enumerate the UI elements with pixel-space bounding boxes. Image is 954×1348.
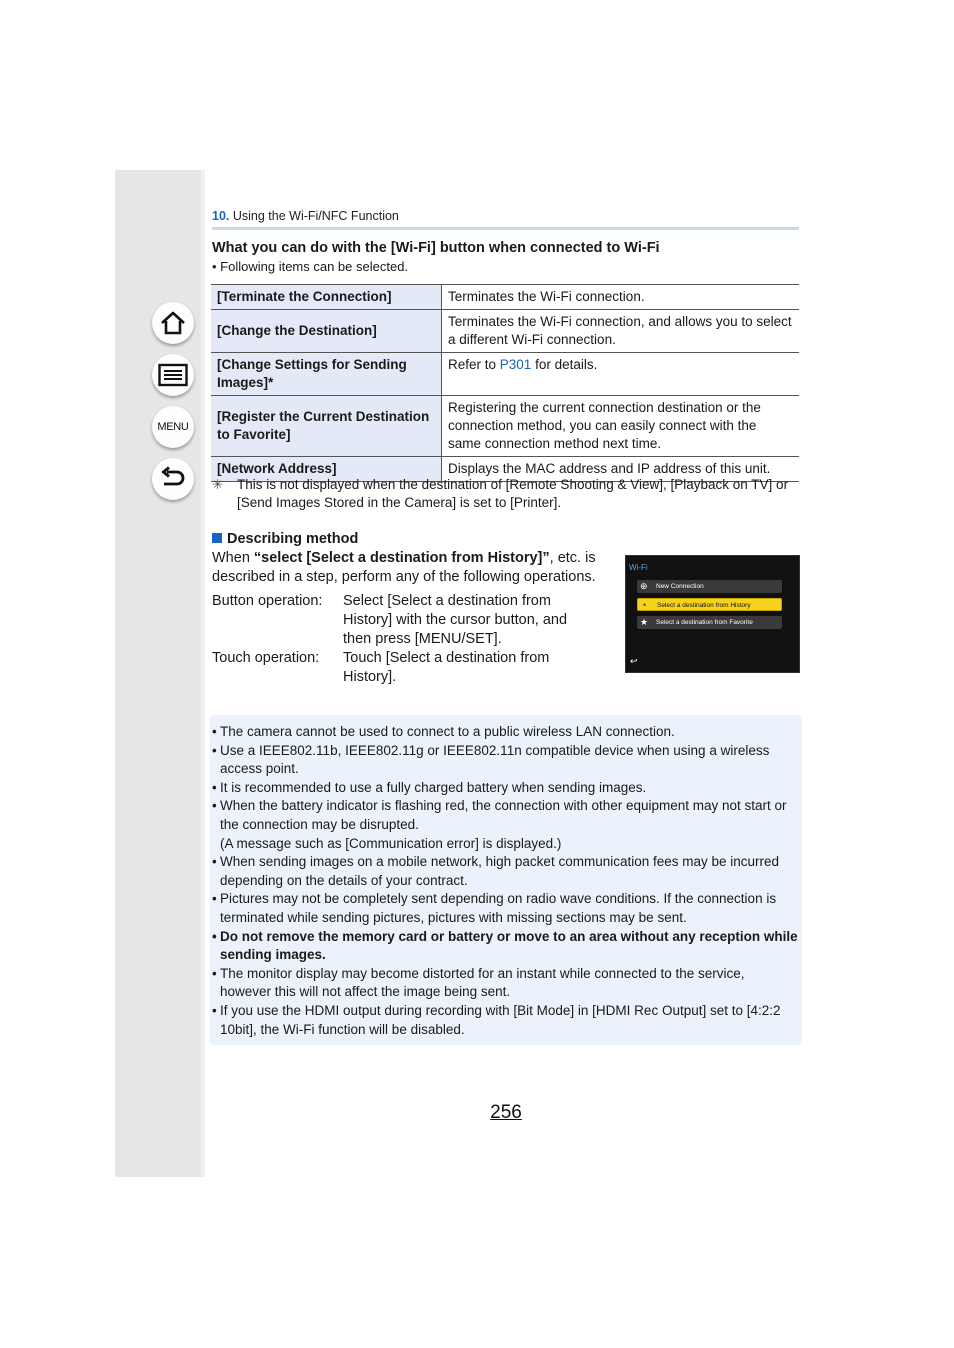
list-item [212,742,798,779]
sidebar-edge [201,170,205,1177]
list-item [212,797,798,853]
menu-icon: MENU [157,421,189,433]
list-item [212,1002,798,1039]
footnote-text: This is not displayed when the destination of [Remote Shooting & View], [Playback on TV] or [Send Images Stored in the Camera] is set to [Printer]. [237,477,789,510]
list-item [212,779,798,798]
menu-button[interactable] [152,406,194,448]
list-item [212,853,798,890]
section-intro: • Following items can be selected. [212,259,409,274]
return-icon [159,466,187,492]
home-icon [159,309,187,337]
note-text: It is recommended to use a fully charged battery when sending images. [220,779,647,795]
screen-back-icon: ↩ [630,656,638,666]
list-item [212,965,798,1002]
page-number: 256 [490,1102,522,1123]
table-value [442,353,800,396]
screen-item-favorite [637,616,782,629]
desc-text: When [212,550,254,566]
home-button[interactable] [152,302,194,344]
table-value: Registering the current connection destination or the connection method, you can easily connect with the same connection method next time. [442,396,800,457]
note-text: Pictures may not be completely sent depending on radio wave conditions. If the connection is terminated while sending pictures, pictures with missing sections may be sent. [220,891,777,925]
back-button[interactable] [152,458,194,500]
page-link-p301[interactable]: P301 [499,357,532,372]
note-text: Use a IEEE802.11b, IEEE802.11g or IEEE802.11n compatible device when using a wireless access point. [220,742,770,777]
button-operation-label: Button operation: [212,593,323,609]
screen-item-label: Select a destination from Favorite [656,619,753,626]
note-text: Do not remove the memory card or battery or move to an area without any reception while sending images. [220,928,798,963]
footnote-mark: ✳ [212,477,224,492]
desc-bold: “select [Select a destination from History]” [253,550,550,566]
notes-box [210,715,802,1045]
chapter-number: 10. [212,209,230,223]
table-value: Terminates the Wi-Fi connection, and allows you to select a different Wi-Fi connection. [442,310,800,353]
camera-screen [625,555,800,673]
table-value: Displays the MAC address and IP address of this unit. [442,457,800,482]
chapter-header [212,209,399,223]
screen-item-new-connection [637,580,782,593]
screen-title: Wi-Fi [629,563,648,572]
square-bullet-icon [212,533,222,543]
touch-operation-label: Touch operation: [212,650,320,666]
table-key: [Terminate the Connection] [211,285,442,310]
section-title: What you can do with the [Wi-Fi] button when connected to Wi-Fi [212,240,660,256]
footnote [212,476,802,512]
note-text: When the battery indicator is flashing red, the connection with other equipment may not start or the connection may be disrupted. [220,798,787,832]
note-text: If you use the HDMI output during recording with [Bit Mode] in [HDMI Rec Output] set to [4:2:2 10bit], the Wi-Fi function will be disabled. [220,1002,781,1037]
plus-wifi-icon: ⊕ [640,581,648,591]
table-row [211,353,799,396]
chapter-title: Using the Wi-Fi/NFC Function [229,209,399,223]
note-text: The monitor display may become distorted for an instant while connected to the service, however this will not affect the image being sent. [220,965,745,1000]
screen-item-history [637,598,782,611]
table-key: [Network Address] [211,457,442,482]
table-row [211,285,799,310]
table-value-text: for details. [531,357,598,372]
table-value: Terminates the Wi-Fi connection. [442,285,800,310]
contents-button[interactable] [152,354,194,396]
table-row [211,310,799,353]
table-key: [Change Settings for Sending Images]* [211,353,442,396]
table-row [211,396,799,457]
button-operation-text: Select [Select a destination from History] with the cursor button, and then press [MENU/SET]. [343,593,568,647]
list-item [212,723,798,742]
list-icon [158,363,188,387]
table-key: [Change the Destination] [211,310,442,353]
note-extra: (A message such as [Communication error] is displayed.) [220,835,562,851]
list-item [212,890,798,927]
star-icon: ★ [640,617,649,627]
table-key: [Register the Current Destination to Favorite] [211,396,442,457]
touch-operation-text: Touch [Select a destination from History]. [343,650,550,685]
describing-method-desc [212,549,617,587]
note-text: When sending images on a mobile network, high packet communication fees may be incurred depending on the details of your contract. [220,854,780,888]
describing-method-title [212,531,358,547]
table-value-text: Refer to [448,357,500,372]
header-rule [212,227,799,230]
desc-text: , etc. is described in a step, perform any of the following operations. [212,550,596,585]
list-item [212,928,798,965]
history-icon: ◔ [641,600,647,610]
screen-item-label: New Connection [656,583,704,590]
note-text: The camera cannot be used to connect to a public wireless LAN connection. [220,724,675,739]
describing-method-label: Describing method [227,531,359,547]
options-table [211,284,799,482]
screen-item-label: Select a destination from History [657,602,751,609]
